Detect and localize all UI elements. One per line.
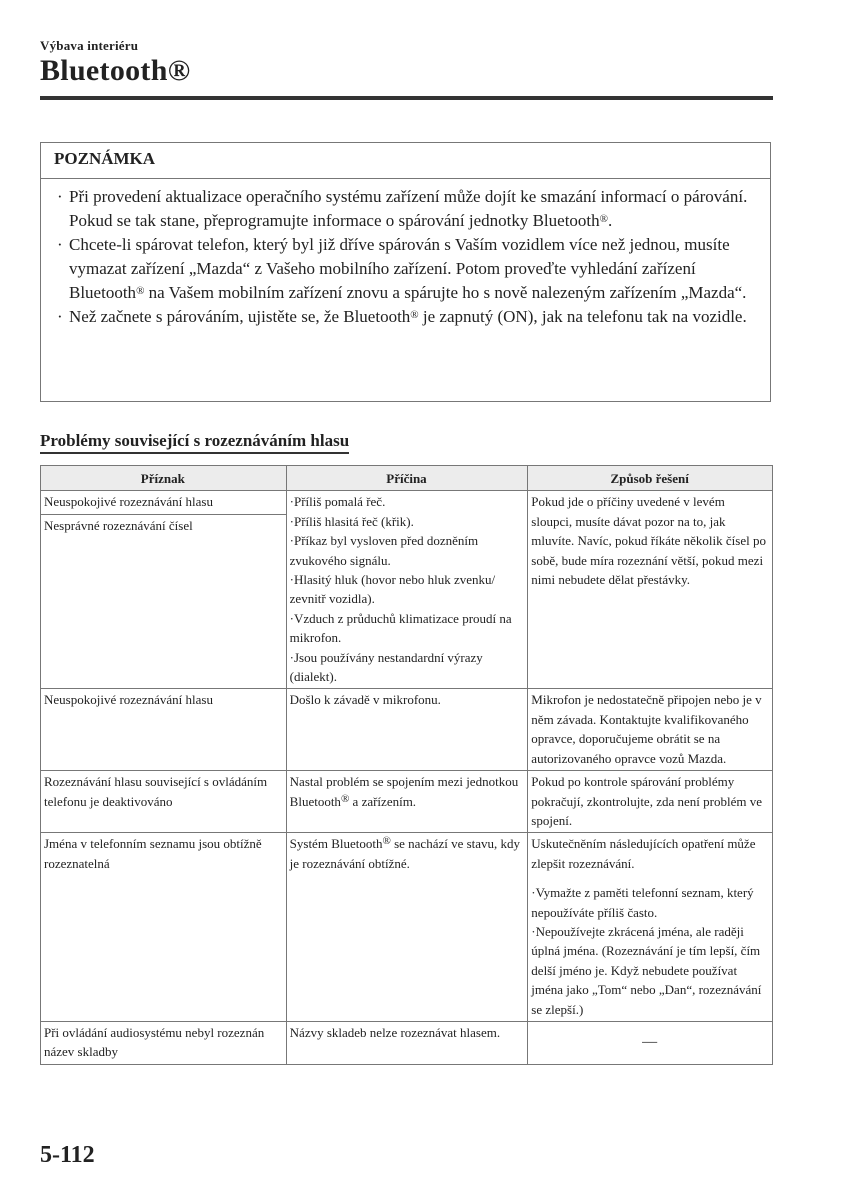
table-row (41, 689, 773, 771)
note-item: · Chcete-li spárovat telefon, který byl již dříve spárován s Vaším vozidlem více než jednou, musíte vymazat zařízení „Mazda“ z Vašeho mobilního zařízení. Potom proveďte vyhledání zařízení Bluetooth® na Vašem mobilním zařízení znovu a spárujte ho s nově nalezeným zařízením „Mazda“. (41, 233, 756, 305)
column-header-symptom: Příznak (41, 466, 287, 491)
cause-cell (286, 491, 528, 689)
table-row (41, 833, 773, 1022)
solution-cell: — (528, 1021, 773, 1064)
registered-mark: ® (340, 792, 350, 805)
cause-cell: Došlo k závadě v mikrofonu. (286, 689, 528, 771)
solution-item: ·Nepoužívejte zkrácená jména, ale raději úplná jména. (Rozeznávání je tím lepší, čím delší jméno je. Když nebudete používat jména jako „Tom“ nebo „Dan“, rozeznávání se zlepší.) (531, 923, 762, 1017)
symptom-cell: Jména v telefonním seznamu jsou obtížně rozeznatelná (41, 833, 287, 1022)
cause-item: ·Jsou používány nestandardní výrazy (dialekt). (289, 649, 483, 685)
table-row (41, 1021, 773, 1064)
solution-intro: Uskutečněním následujících opatření může zlepšit rozeznávání. (531, 836, 756, 871)
page-title: Bluetooth® (40, 54, 191, 87)
section-label: Výbava interiéru (40, 38, 139, 53)
solution-cell: Pokud jde o příčiny uvedené v levém sloupci, musíte dávat pozor na to, jak mluvíte. Navíc, pokud říkáte několik čísel po sobě, bude míra rozeznání větší, pokud mezi nimi nebudete dělat přestávky. (528, 491, 773, 689)
registered-mark: ® (382, 835, 391, 848)
cause-item: ·Vzduch z průduchů klimatizace proudí na mikrofon. (289, 610, 512, 646)
symptom-cell: Při ovládání audiosystému nebyl rozeznán název skladby (41, 1021, 287, 1064)
troubleshooting-table (40, 465, 773, 1065)
title-rule (40, 96, 773, 100)
symptom-cell: Rozeznávání hlasu související s ovládáním telefonu je deaktivováno (41, 771, 287, 833)
cause-item: ·Příliš hlasitá řeč (křik). (289, 513, 414, 529)
solution-cell (528, 833, 773, 1022)
page-number: 5-112 (40, 1142, 95, 1168)
column-header-solution: Způsob řešení (528, 466, 773, 491)
symptom-cell: Neuspokojivé rozeznávání hlasu (41, 689, 287, 771)
cause-item: ·Příliš pomalá řeč. (289, 494, 386, 510)
table-row (41, 771, 773, 833)
table-row (41, 491, 773, 514)
cause-cell: Názvy skladeb nelze rozeznávat hlasem. (286, 1021, 528, 1064)
registered-mark: ® (410, 309, 419, 321)
cause-item: ·Příkaz byl vysloven před dozněním zvukového signálu. (289, 533, 479, 568)
note-heading: POZNÁMKA (41, 143, 770, 179)
cause-cell: Systém Bluetooth® se nachází ve stavu, kdy je rozeznávání obtížné. (286, 833, 528, 1022)
cause-cell: Nastal problém se spojením mezi jednotkou Bluetooth® a zařízením. (286, 771, 528, 833)
cause-item: ·Hlasitý hluk (hovor nebo hluk zvenku/ zevnitř vozidla). (289, 572, 496, 607)
section-heading: Problémy související s rozeznáváním hlasu (40, 431, 349, 454)
solution-item: ·Vymažte z paměti telefonní seznam, který nepoužíváte příliš často. (531, 885, 754, 920)
note-list (41, 179, 770, 329)
table-header-row (41, 466, 773, 491)
registered-mark: ® (136, 285, 145, 297)
note-box (40, 142, 771, 402)
column-header-cause: Příčina (286, 466, 528, 491)
solution-cell: Pokud po kontrole spárování problémy pokračují, zkontrolujte, zda není problém ve spojení. (528, 771, 773, 833)
note-item: · Než začnete s párováním, ujistěte se, že Bluetooth® je zapnutý (ON), jak na telefonu tak na vozidle. (41, 305, 756, 329)
symptom-cell: Nesprávné rozeznávání čísel (41, 514, 287, 689)
solution-cell: Mikrofon je nedostatečně připojen nebo je v něm závada. Kontaktujte kvalifikovaného opravce, doporučujeme obrátit se na autorizovaného opravce vozů Mazda. (528, 689, 773, 771)
note-item: · Při provedení aktualizace operačního systému zařízení může dojít ke smazání informací o párování. Pokud se tak stane, přeprogramujte informace o spárování jednotky Bluetooth®. (41, 185, 756, 233)
registered-mark: ® (599, 213, 609, 225)
symptom-cell: Neuspokojivé rozeznávání hlasu (41, 491, 287, 514)
